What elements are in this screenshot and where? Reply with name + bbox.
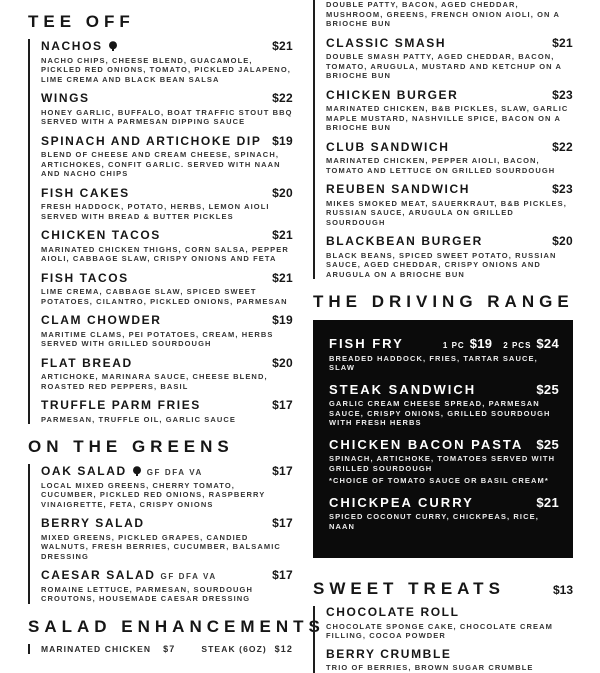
item-price: $19: [469, 336, 493, 351]
section-title-on-the-greens: ON THE GREENS: [28, 437, 234, 456]
item-name: FLAT BREAD: [41, 355, 133, 370]
item-name: CHICKEN BURGER: [326, 87, 459, 102]
item-description: ARTICHOKE, MARINARA SAUCE, CHEESE BLEND, ROASTED RED PEPPERS, BASIL: [41, 372, 268, 391]
tree-icon: [132, 466, 142, 477]
driving-range-box: [313, 320, 573, 558]
item-name: CLASSIC SMASH: [326, 35, 447, 50]
item-description: PARMESAN, TRUFFLE OIL, GARLIC SAUCE: [41, 414, 237, 424]
item-name: BERRY SALAD: [41, 516, 145, 530]
item-price: $17: [272, 516, 293, 530]
item-name: BERRY CRUMBLE: [326, 646, 452, 661]
item-description: GARLIC CREAM CHEESE SPREAD, PARMESAN SAUCE, CRISPY ONIONS, GRILLED SOURDOUGH WITH FRESH HERBS: [329, 399, 551, 427]
item-description: LIME CREMA, CABBAGE SLAW, SPICED SWEET POTATOES, CILANTRO, PICKLED ONIONS, PARMESAN: [41, 287, 288, 306]
menu-item-berry-salad: [41, 516, 293, 561]
section-title-tee-off: TEE OFF: [28, 12, 135, 31]
item-price: $20: [272, 355, 293, 370]
item-name: WINGS: [41, 91, 90, 105]
item-description: MARITIME CLAMS, PEI POTATOES, CREAM, HERBS SERVED WITH GRILLED SOURDOUGH: [41, 329, 274, 348]
item-name: CHICKEN TACOS: [41, 228, 161, 242]
item-name: BLACKBEAN BURGER: [326, 234, 483, 248]
menu-item-blackbean-burger: [326, 234, 573, 279]
on-the-greens-items: [28, 464, 293, 604]
item-description: MARINATED CHICKEN THIGHS, CORN SALSA, PEPPER AIOLI, CABBAGE SLAW, CRISPY ONIONS AND FETA: [41, 244, 289, 263]
menu-item-clam-chowder: [41, 313, 293, 349]
menu-item-chickpea-curry: [329, 495, 559, 532]
item-note: *CHOICE OF TOMATO SAUCE OR BASIL CREAM*: [329, 476, 549, 485]
item-description: CHOCOLATE SPONGE CAKE, CHOCOLATE CREAM FILLING, COCOA POWDER: [326, 621, 553, 640]
item-description: MARINATED CHICKEN, PEPPER AIOLI, BACON, TOMATO AND LETTUCE ON GRILLED SOURDOUGH: [326, 156, 556, 175]
menu-item-chicken-tacos: [41, 228, 293, 264]
item-price: $21: [272, 39, 293, 53]
item-name: FISH CAKES: [41, 185, 130, 200]
item-price: $21: [272, 270, 293, 285]
section-title-salad-enhancements: SALAD ENHANCEMENTS: [28, 616, 325, 636]
menu-item-chocolate-roll: [326, 606, 573, 641]
enhancement-label: STEAK (6OZ): [201, 643, 267, 654]
enhancement-price: $12: [274, 643, 293, 654]
right-column: [313, 0, 573, 673]
portion-label: 2 PCS: [503, 341, 532, 350]
salad-enhancements-items: [28, 644, 293, 654]
sweet-treats-items: [313, 606, 573, 673]
item-description: FRESH HADDOCK, POTATO, HERBS, LEMON AIOLI SERVED WITH BREAD & BUTTER PICKLES: [41, 202, 270, 221]
item-name: CHOCOLATE ROLL: [326, 605, 460, 619]
item-price: $21: [272, 228, 293, 242]
item-name: TRUFFLE PARM FRIES: [41, 398, 201, 412]
menu-item-classic-smash: [326, 36, 573, 81]
item-price: $22: [272, 91, 293, 105]
item-name: CHICKPEA CURRY: [329, 494, 474, 510]
item-description: SPICED COCONUT CURRY, CHICKPEAS, RICE, NAAN: [329, 512, 539, 531]
menu-item-club-sandwich: [326, 140, 573, 176]
item-description: MIXED GREENS, PICKLED GRAPES, CANDIED WALNUTS, FRESH BERRIES, CUCUMBER, BALSAMIC DRESSING: [41, 532, 281, 561]
enhancement-label: MARINATED CHICKEN: [41, 643, 152, 654]
item-price: $21: [552, 35, 573, 50]
tree-icon: [108, 41, 118, 52]
menu-item-wings: [41, 91, 293, 127]
item-price: $22: [552, 139, 573, 154]
menu-item-chicken-bacon-pasta: [329, 437, 559, 486]
item-price: $20: [272, 185, 293, 200]
item-price: $20: [552, 234, 573, 248]
item-name: FISH TACOS: [41, 270, 129, 285]
item-price: $24: [536, 336, 559, 351]
menu-item-nachos: [41, 39, 293, 84]
item-name: CLAM CHOWDER: [41, 313, 162, 327]
item-description: BREADED HADDOCK, FRIES, TARTAR SAUCE, SLAW: [329, 353, 538, 372]
section-title-driving-range: THE DRIVING RANGE: [313, 292, 574, 311]
menu-item-fish-fry: [329, 336, 559, 373]
menu-item-fish-cakes: [41, 186, 293, 222]
item-name: CLUB SANDWICH: [326, 139, 450, 154]
item-name: CAESAR SALAD: [41, 568, 156, 582]
item-description: DOUBLE PATTY, BACON, AGED CHEDDAR, MUSHROOM, GREENS, FRENCH ONION AIOLI, ON A BRIOCHE BUN: [326, 0, 560, 28]
item-name: CHICKEN BACON PASTA: [329, 436, 524, 452]
menu-item-reuben-sandwich: [326, 182, 573, 227]
item-name: OAK SALAD: [41, 464, 127, 478]
sweet-treats-heading-row: [313, 579, 573, 599]
item-description: TRIO OF BERRIES, BROWN SUGAR CRUMBLE: [326, 663, 534, 672]
portion-label: 1 PC: [442, 341, 465, 350]
menu-item-spinach-artichoke-dip: [41, 134, 293, 179]
left-column: [28, 12, 325, 654]
item-price: $17: [272, 464, 293, 478]
item-price: $23: [552, 87, 573, 102]
item-description: BLEND OF CHEESE AND CREAM CHEESE, SPINACH, ARTICHOKES, CONFIT GARLIC. SERVED WITH NAAN AND NACHO CHIPS: [41, 150, 281, 178]
item-name: NACHOS: [41, 39, 103, 53]
item-name: STEAK SANDWICH: [329, 381, 477, 397]
menu-item-partial: [326, 0, 573, 29]
item-price: $19: [272, 133, 293, 148]
menu-item-caesar-salad: [41, 568, 293, 604]
burgers-items: [313, 0, 573, 279]
item-name: SPINACH AND ARTICHOKE DIP: [41, 133, 262, 148]
section-price: $13: [552, 583, 573, 597]
item-price: $17: [272, 568, 293, 582]
item-description: BLACK BEANS, SPICED SWEET POTATO, RUSSIAN SAUCE, AGED CHEDDAR, CRISPY ONIONS AND ARUGULA ON A BRIOCHE BUN: [326, 250, 557, 279]
item-price: $17: [272, 398, 293, 412]
item-name: REUBEN SANDWICH: [326, 182, 470, 196]
item-price: $23: [552, 182, 573, 196]
menu-item-steak-sandwich: [329, 382, 559, 428]
item-description: ROMAINE LETTUCE, PARMESAN, SOURDOUGH CROUTONS, HOUSEMADE CAESAR DRESSING: [41, 584, 253, 603]
item-description: LOCAL MIXED GREENS, CHERRY TOMATO, CUCUMBER, PICKLED RED ONIONS, RASPBERRY VINAIGRETTE, FETA, CRISPY ONIONS: [41, 480, 266, 509]
item-description: DOUBLE SMASH PATTY, AGED CHEDDAR, BACON, TOMATO, ARUGULA, MUSTARD AND KETCHUP ON A BRIOCHE BUN: [326, 52, 562, 80]
section-title-sweet-treats: SWEET TREATS: [313, 579, 505, 598]
item-description: HONEY GARLIC, BUFFALO, BOAT TRAFFIC STOUT BBQ SERVED WITH A PARMESAN DIPPING SAUCE: [41, 107, 293, 126]
menu-item-berry-crumble: [326, 648, 573, 673]
item-name: FISH FRY: [329, 336, 404, 351]
menu-item-truffle-parm-fries: [41, 398, 293, 424]
item-price: $21: [536, 494, 559, 510]
enhancement-row: [41, 644, 293, 654]
enhancement-price: $7: [163, 643, 176, 654]
item-price: $25: [536, 436, 559, 452]
item-description: SPINACH, ARTICHOKE, TOMATOES SERVED WITH GRILLED SOURDOUGH: [329, 454, 556, 473]
item-description: NACHO CHIPS, CHEESE BLEND, GUACAMOLE, PICKLED RED ONIONS, TOMATO, PICKLED JALAPENO, LIME CREMA AND BLACK BEAN SALSA: [41, 55, 291, 84]
dietary-tags: GF DFA VA: [146, 468, 203, 477]
item-price: $25: [536, 381, 559, 397]
dietary-tags: GF DFA VA: [160, 572, 217, 581]
tee-off-items: [28, 39, 293, 424]
item-description: MARINATED CHICKEN, B&B PICKLES, SLAW, GARLIC MAPLE MUSTARD, NASHVILLE SPICE, BACON ON A BRIOCHE BUN: [326, 104, 569, 132]
item-description: MIKES SMOKED MEAT, SAUERKRAUT, B&B PICKLES, RUSSIAN SAUCE, ARUGULA ON GRILLED SOURDOUGH: [326, 198, 567, 227]
menu-item-chicken-burger: [326, 88, 573, 133]
menu-item-fish-tacos: [41, 271, 293, 307]
menu-item-oak-salad: [41, 464, 293, 509]
menu-item-flat-bread: [41, 356, 293, 392]
item-price: $19: [272, 313, 293, 327]
